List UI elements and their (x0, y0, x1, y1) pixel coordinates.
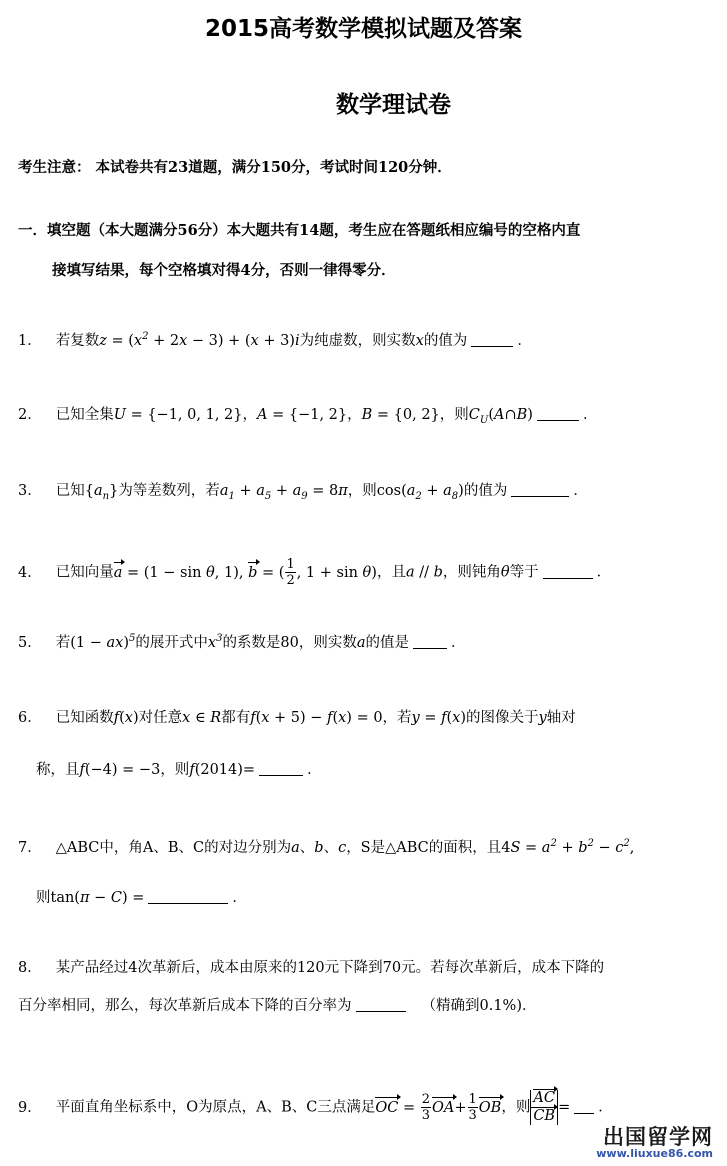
site-watermark (596, 1126, 713, 1160)
answer-blank (574, 1099, 594, 1114)
question-1: 1． 若复数$z = (x^2 + 2x - 3) + (x + 3)i$为纯虚数，则实数x的值为 ． (18, 331, 532, 349)
math-expression: f(x) (113, 710, 139, 726)
question-6-line2: 称，且f(−4) = −3，则f(2014)= ． (36, 762, 322, 778)
question-8-line1: 8． 某产品经过4次革新后，成本由原来的120元下降到70元。若每次革新后，成本下降的 (18, 960, 605, 976)
answer-blank (511, 482, 569, 497)
answer-blank (471, 332, 513, 347)
answer-blank (413, 634, 447, 649)
page-subtitle: 数学理试卷 (336, 92, 451, 118)
question-7-line1: 7． △ABC中，角A、B、C的对边分别为a、b、c，S是△ABC的面积，且$4S = a^2 + b^2 - c^2$, (18, 838, 635, 856)
question-number: 7． (18, 840, 42, 856)
answer-blank (259, 761, 303, 776)
question-number: 1． (18, 333, 42, 349)
math-expression: a = (1 − sin θ, 1), b = ( $\frac{1}{2}$ , 1 + sin θ) (113, 557, 377, 588)
answer-blank (537, 406, 579, 421)
question-6-line1: 6． 已知函数f(x)对任意x ∈ R都有f(x + 5) − f(x) = 0，若y = f(x)的图像关于y轴对 (18, 710, 576, 726)
section-instructions-line1: 一．填空题（本大题满分56分）本大题共有14题，考生应在答题纸相应编号的空格内直 (18, 222, 581, 239)
question-5: 5． 若(1 − ax)$^5$的展开式中$x^3$的系数是80，则实数a的值是 ． (18, 633, 466, 651)
question-3: 3． 已知$\{a_n\}$为等差数列，若$a_1 + a_5 + a_9 = 8\pi$，则$\cos(a_2 + a_8)$的值为 ． (18, 483, 588, 502)
question-8-line2: 百分率相同，那么，每次革新后成本下降的百分率为 （精确到0.1%)． (18, 998, 537, 1014)
question-number: 2． (18, 407, 42, 423)
answer-blank (543, 564, 593, 579)
question-7-line2: 则tan(π − C) = ． (36, 890, 247, 906)
watermark-name: 出国留学网 (603, 1125, 713, 1149)
page-title: 2015高考数学模拟试题及答案 (204, 16, 522, 42)
math-expression: $4S = a^2 + b^2 - c^2$, (501, 838, 635, 856)
answer-blank (356, 997, 406, 1012)
question-number: 3． (18, 483, 42, 499)
question-number: 9． (18, 1099, 42, 1116)
question-number: 6． (18, 710, 42, 726)
question-number: 8． (18, 960, 42, 976)
question-number: 4． (18, 564, 42, 581)
question-4: 4． 已知向量a = (1 − sin θ, 1), b = ( $\frac{1}{2}$ , 1 + sin θ)，且a // b，则钝角θ等于 ． (18, 557, 612, 588)
math-expression: (1 − ax)$^5$ (70, 633, 136, 651)
math-expression: OC = $\frac{2}{3}$ OA+ $\frac{1}{3}$ OB (375, 1092, 502, 1123)
exam-notice: 考生注意： 本试卷共有23道题，满分150分，考试时间120分钟． (18, 159, 452, 176)
math-expression: U = {−1, 0, 1, 2} (113, 407, 243, 423)
watermark-url: www.liuxue86.com (596, 1147, 713, 1160)
question-number: 5． (18, 635, 42, 651)
math-expression: $\{a_n\}$ (84, 483, 119, 502)
math-expression: $z = (x^2 + 2x - 3) + (x + 3)i$ (99, 331, 300, 349)
answer-blank (148, 889, 228, 904)
question-2: 2． 已知全集U = {−1, 0, 1, 2}，A = {−1, 2}，B = {0, 2}，则$C_U(A\cap B)$ ． (18, 407, 598, 426)
section-instructions-line2: 接填写结果，每个空格填对得4分，否则一律得零分． (52, 262, 396, 279)
question-9: 9． 平面直角坐标系中，O为原点，A、B、C三点满足OC = $\frac{2}{3}$ OA+ $\frac{1}{3}$ OB，则 $\frac{AC}{CB}$ = ． (18, 1090, 613, 1124)
